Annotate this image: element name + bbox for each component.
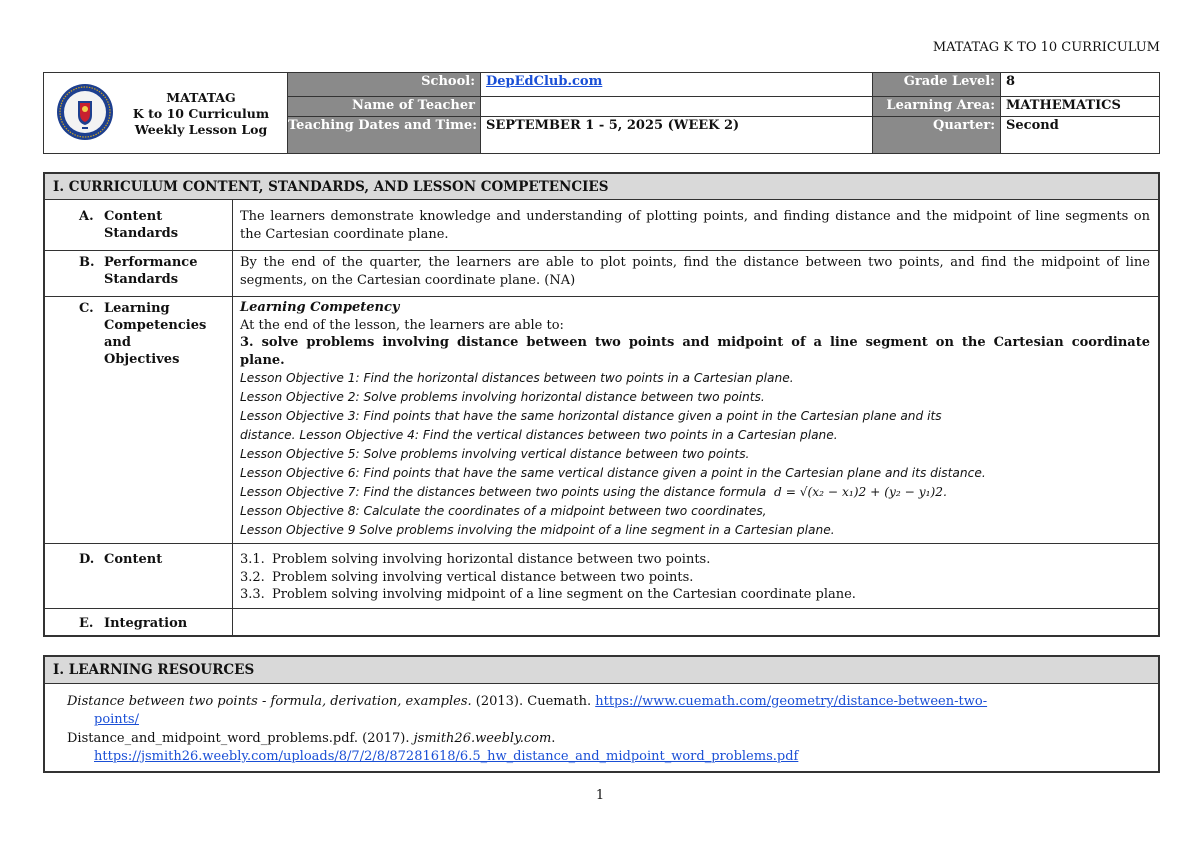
page-number: 1 xyxy=(595,788,605,803)
list-item-text: Problem solving involving horizontal distance between two points. xyxy=(272,552,711,567)
logo-cell xyxy=(44,73,288,153)
reference-2-dot: . xyxy=(551,731,556,746)
list-item xyxy=(240,569,1150,587)
learning-competencies-marker: C. xyxy=(79,301,94,316)
learning-area-label: Learning Area: xyxy=(873,96,1001,116)
running-header: MATATAG K TO 10 CURRICULUM xyxy=(932,40,1160,55)
performance-standards-label-line1: Performance xyxy=(104,255,198,270)
curriculum-section xyxy=(43,172,1160,637)
teaching-dates-label: Teaching Dates and Time: xyxy=(288,116,481,153)
reference-1-title: Distance between two points - formula, derivation, examples. xyxy=(67,694,472,709)
reference-2-site: jsmith26.weebly.com xyxy=(413,731,552,746)
learning-resources-heading: I. LEARNING RESOURCES xyxy=(45,657,1158,684)
reference-1 xyxy=(67,693,1152,729)
teacher-label: Name of Teacher xyxy=(288,96,481,116)
deped-seal-logo xyxy=(56,83,114,141)
content-standards-label-line2: Standards xyxy=(104,226,179,241)
integration-marker: E. xyxy=(79,616,94,631)
lc-intro: At the end of the lesson, the learners are able to: xyxy=(240,317,564,333)
reference-1-link[interactable]: https://www.cuemath.com/geometry/distance-between-two- xyxy=(595,694,988,709)
list-item-text: Problem solving involving vertical distance between two points. xyxy=(272,569,694,585)
learning-area-value: MATHEMATICS xyxy=(1001,96,1159,116)
teacher-value xyxy=(481,96,873,116)
reference-2-title: Distance_and_midpoint_word_problems.pdf. (2017). xyxy=(67,731,414,746)
lc-competency: 3. solve problems involving distance between two points and midpoint of a line segment on the Cartesian coordinate plane. xyxy=(240,335,1150,368)
content-marker: D. xyxy=(79,552,95,567)
content-label-text: Content xyxy=(104,552,163,567)
reference-1-source: (2013). Cuemath. xyxy=(471,694,596,709)
lesson-objective-8: Lesson Objective 8: Calculate the coordinates of a midpoint between two coordinates, xyxy=(240,504,767,518)
lc-label-line1: Learning xyxy=(104,301,170,316)
lc-label-line4: Objectives xyxy=(104,352,180,367)
lc-label-line3: and xyxy=(104,335,131,350)
learning-competencies-content xyxy=(240,299,1150,540)
performance-standards-label-line2: Standards xyxy=(104,272,179,287)
content-list xyxy=(240,551,1150,604)
school-value xyxy=(481,73,873,96)
log-title xyxy=(126,90,276,138)
school-link[interactable]: DepEdClub.com xyxy=(486,74,603,89)
lesson-objective-7 xyxy=(240,483,1150,502)
content-standards-label-line1: Content xyxy=(104,209,163,224)
content-standards-text: The learners demonstrate knowledge and understanding of plotting points, and finding distance and the midpoint of line segments on the Cartesian coordinate plane. xyxy=(240,209,1150,242)
quarter-label: Quarter: xyxy=(873,116,1001,153)
lc-label-line2: Competencies xyxy=(104,318,207,333)
lesson-objective-5: Lesson Objective 5: Solve problems involving vertical distance between two points. xyxy=(240,447,750,461)
lesson-log-header xyxy=(43,72,1160,154)
grade-level-label: Grade Level: xyxy=(873,73,1001,96)
list-item-num: 3.3. xyxy=(240,587,265,602)
integration-label-text: Integration xyxy=(104,616,188,631)
reference-2 xyxy=(67,730,1152,766)
lesson-objective-9: Lesson Objective 9 Solve problems involving the midpoint of a line segment in a Cartesian plane. xyxy=(240,523,835,537)
school-label: School: xyxy=(288,73,481,96)
list-item xyxy=(240,586,1150,604)
quarter-value: Second xyxy=(1001,116,1159,153)
distance-formula: d = √(x₂ − x₁)2 + (y₂ − y₁)2. xyxy=(774,485,947,499)
reference-1-link-cont[interactable]: points/ xyxy=(94,712,139,727)
lesson-objective-3: Lesson Objective 3: Find points that have the same horizontal distance given a point in the Cartesian plane and its xyxy=(240,409,942,423)
list-item-num: 3.2. xyxy=(240,569,265,585)
log-title-line2: K to 10 Curriculum xyxy=(132,106,270,121)
learning-resources-section xyxy=(43,655,1160,773)
performance-standards-marker: B. xyxy=(79,255,95,270)
lesson-objective-6: Lesson Objective 6: Find points that have the same vertical distance given a point in the Cartesian plane and its distance. xyxy=(240,466,986,480)
content-standards-marker: A. xyxy=(79,209,94,224)
teaching-dates-value: SEPTEMBER 1 - 5, 2025 (WEEK 2) xyxy=(481,116,873,153)
lesson-objective-7-text: Lesson Objective 7: Find the distances between two points using the distance formula xyxy=(240,485,767,499)
log-title-line1: MATATAG xyxy=(166,90,236,105)
lesson-objective-4: distance. Lesson Objective 4: Find the vertical distances between two points in a Cartesian plane. xyxy=(240,428,838,442)
learning-competency-title: Learning Competency xyxy=(240,300,400,315)
reference-2-link[interactable]: https://jsmith26.weebly.com/uploads/8/7/2/8/87281618/6.5_hw_distance_and_midpoint_word_problems.pdf xyxy=(94,749,799,764)
grade-level-value: 8 xyxy=(1006,74,1016,89)
list-item-num: 3.1. xyxy=(240,552,265,567)
lesson-objective-1: Lesson Objective 1: Find the horizontal distances between two points in a Cartesian plane. xyxy=(240,371,794,385)
log-title-line3: Weekly Lesson Log xyxy=(134,122,268,137)
performance-standards-text: By the end of the quarter, the learners are able to plot points, find the distance between two points, and find the midpoint of line segments, on the Cartesian coordinate plane. (NA) xyxy=(240,255,1150,288)
list-item xyxy=(240,551,1150,569)
list-item-text: Problem solving involving midpoint of a line segment on the Cartesian coordinate plane. xyxy=(272,587,856,602)
lesson-objective-2: Lesson Objective 2: Solve problems involving horizontal distance between two points. xyxy=(240,390,765,404)
curriculum-section-heading: I. CURRICULUM CONTENT, STANDARDS, AND LESSON COMPETENCIES xyxy=(45,174,1158,200)
